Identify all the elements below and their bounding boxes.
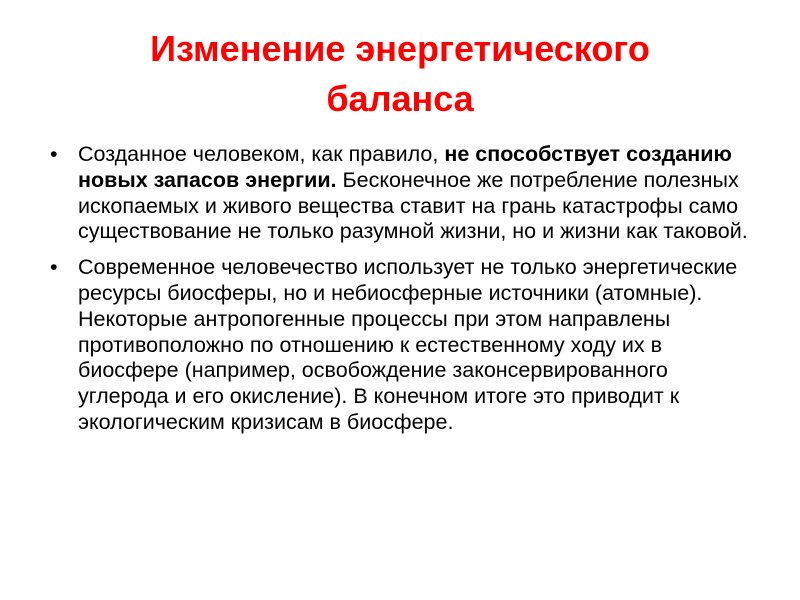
bullet-marker: • <box>50 142 58 166</box>
slide-title <box>40 24 760 124</box>
slide-title-line-1: Изменение энергетического <box>150 28 650 69</box>
bullet-item-2 <box>50 255 762 436</box>
bullet-2-text: Современное человечество использует не только энергетические ресурсы биосферы, но и небиосферные источники (атомные). Некоторые антропогенные процессы при этом направлены противоположно по отношению к естественному ходу их в биосфере (например, освобождение законсервированного углерода и его окисление). В конечном итоге это приводит к экологическим кризисам в биосфере. <box>78 255 738 434</box>
bullet-1-text-end: Бесконечное же потребление полезных ископаемых и живого вещества ставит на грань катастрофы само существование не только разумной жизни, но и жизни как таковой. <box>78 167 748 244</box>
bullet-list <box>50 142 762 446</box>
bullet-1-text-start: Созданное человеком, как правило, <box>78 142 445 166</box>
bullet-marker: • <box>50 255 58 280</box>
slide-title-line-2: баланса <box>326 78 474 119</box>
bullet-item-1 <box>50 142 762 245</box>
bullet-1-bold-text: не способствует созданию новых запасов энергии. <box>78 142 732 192</box>
